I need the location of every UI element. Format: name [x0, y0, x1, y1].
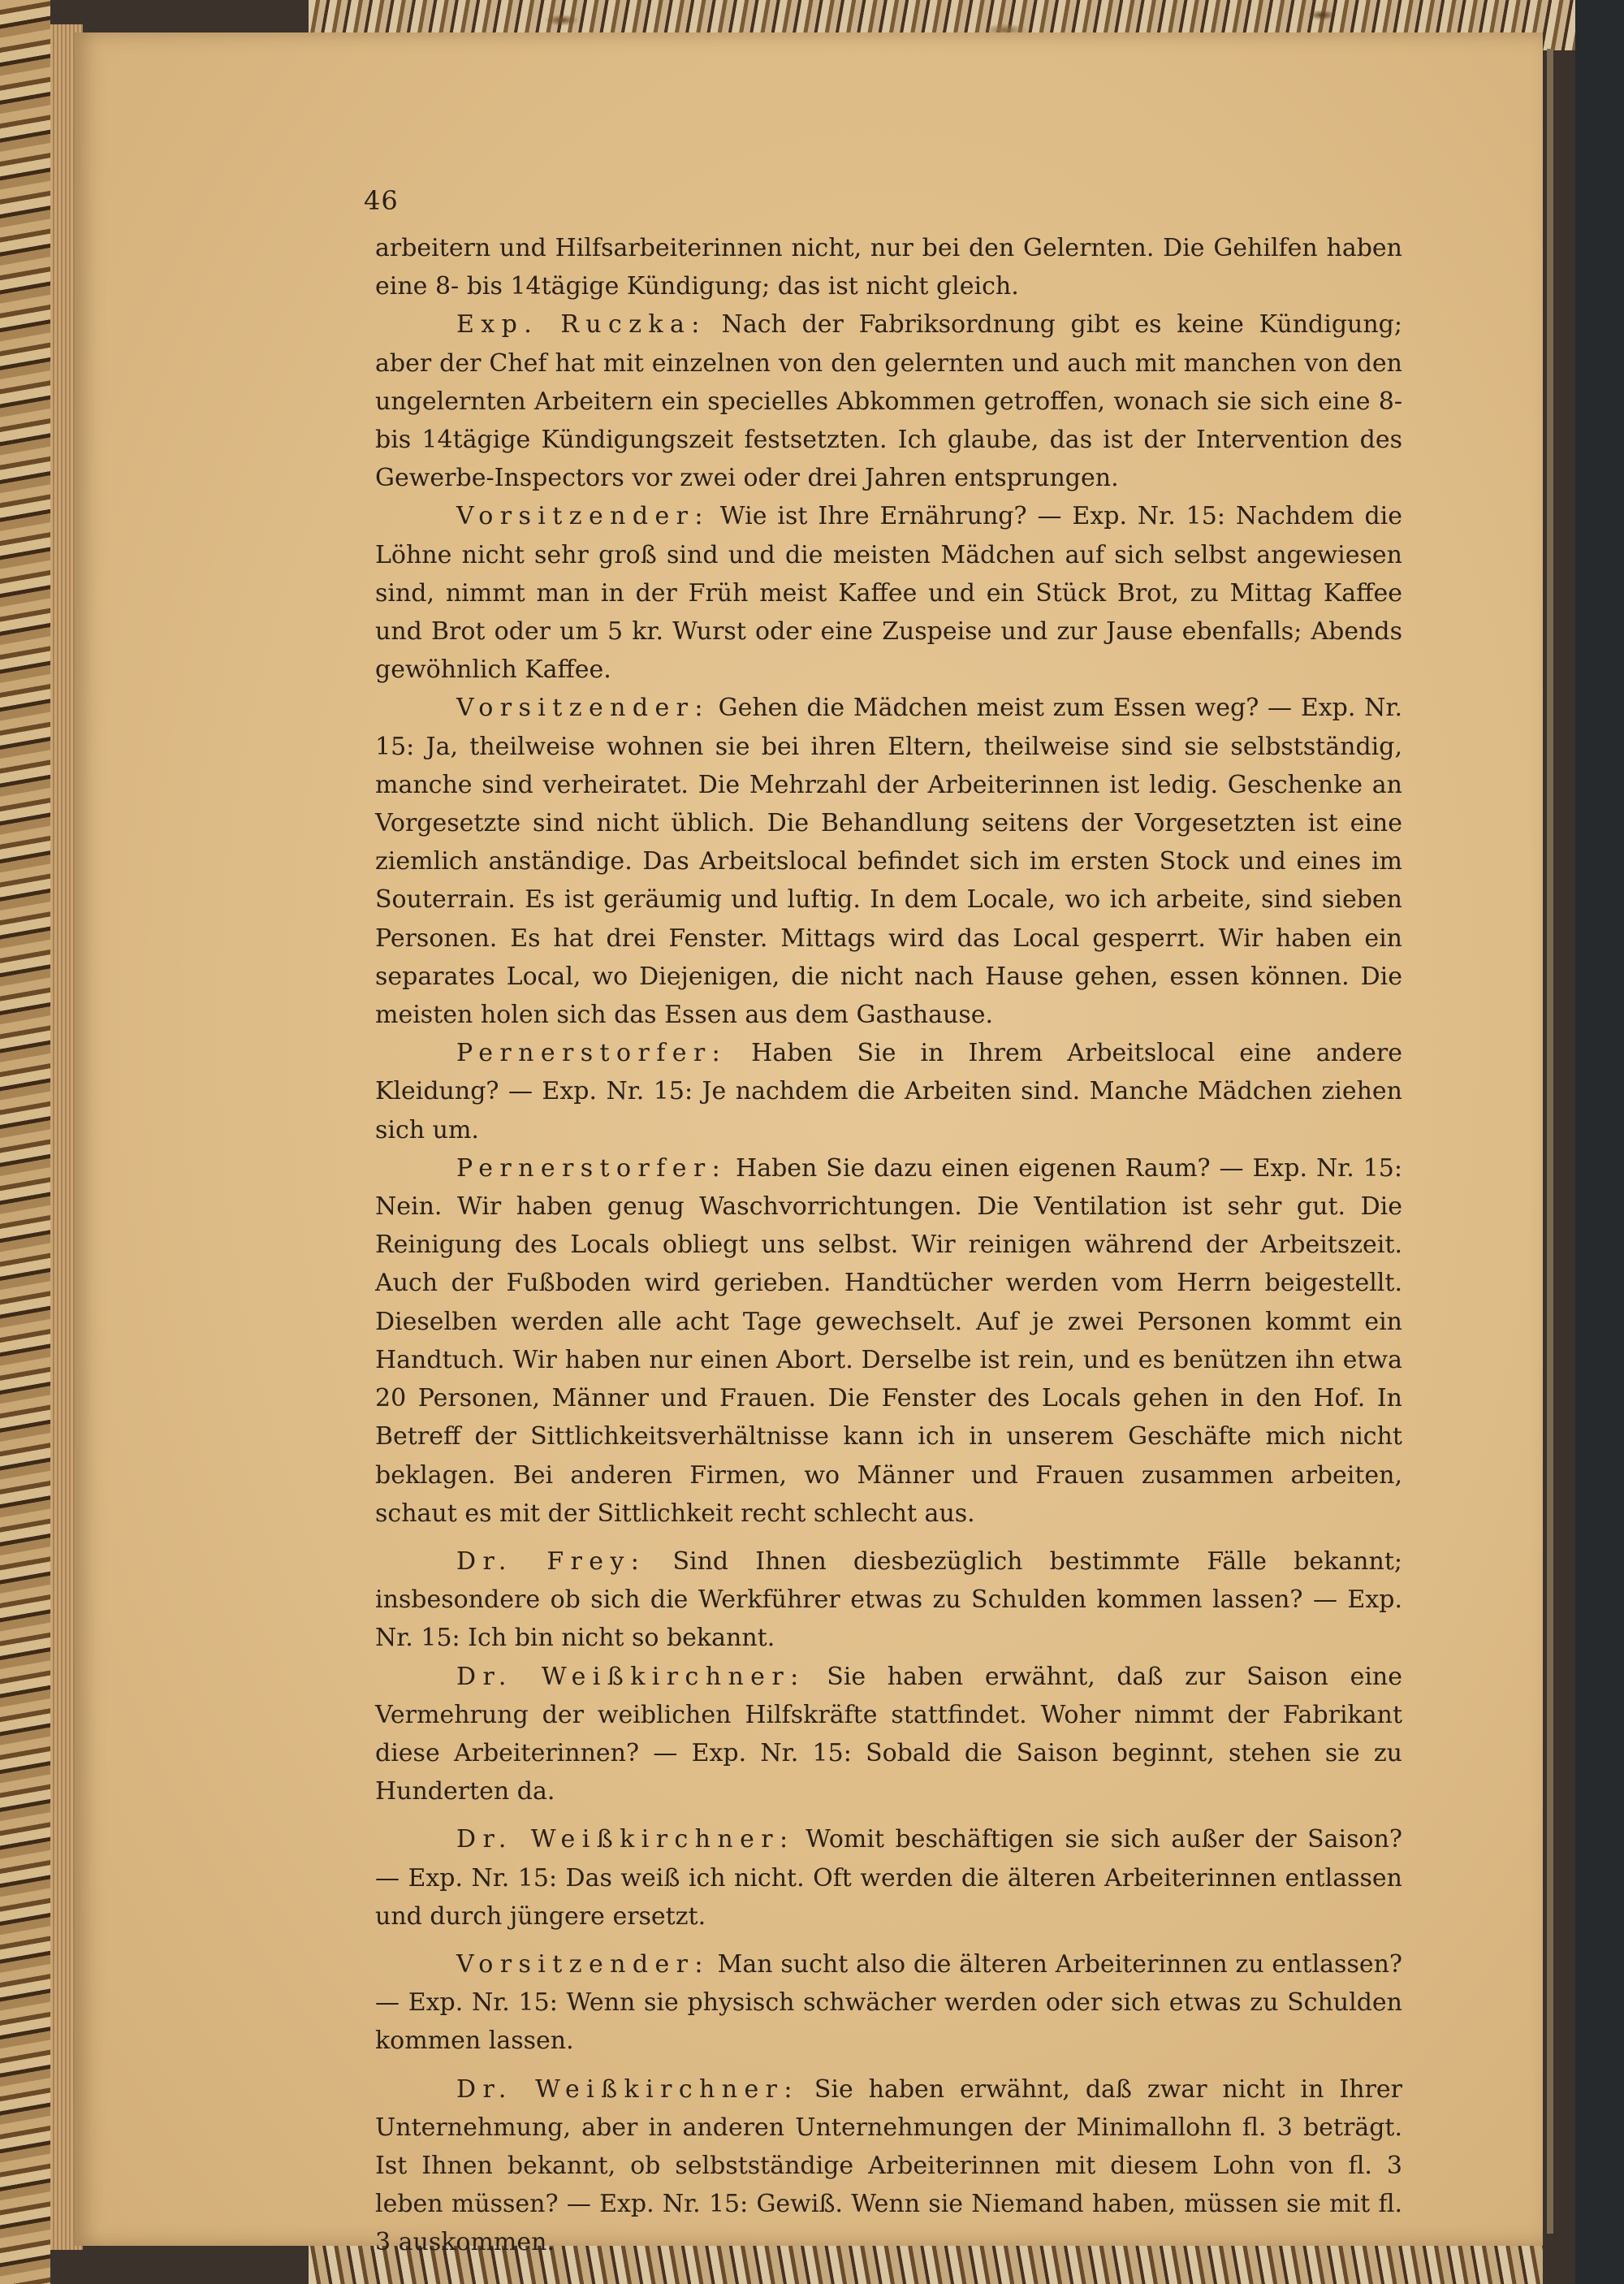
paragraph-text: Womit beschäftigen sie sich außer der Saison? — Exp. Nr. 15: Das weiß ich nicht. Oft werden die älteren Arbeiterinnen entlassen und durch jüngere ersetzt. — [375, 1825, 1403, 1931]
paragraph — [375, 1034, 1402, 1149]
paragraph — [375, 1149, 1402, 1533]
paragraph-text: Haben Sie dazu einen eigenen Raum? — Exp. Nr. 15: Nein. Wir haben genug Waschvorrichtungen. Die Ventilation ist sehr gut. Die Reinigung des Locals obliegt uns selbst. Wir reinigen während der Arbeitszeit. Auch der Fußboden wird gerieben. Handtücher werden vom Herrn beigestellt. Dieselben werden alle acht Tage gewechselt. Auf je zwei Personen kommt ein Handtuch. Wir haben nur einen Abort. Derselbe ist rein, und es benützen ihn etwa 20 Personen, Männer und Frauen. Die Fenster des Locals gehen in den Hof. In Betreff der Sittlichkeitsverhältnisse kann ich in unserem Geschäfte mich nicht beklagen. Bei anderen Firmen, wo Männer und Frauen zusammen arbeiten, schaut es mit der Sittlichkeit recht schlecht aus. — [375, 1153, 1402, 1528]
paragraph-text: Sie haben erwähnt, daß zwar nicht in Ihrer Unternehmung, aber in anderen Unternehmungen der Minimallohn fl. 3 beträgt. Ist Ihnen bekannt, ob selbstständige Arbeiterinnen mit diesem Lohn von fl. 3 leben müssen? — Exp. Nr. 15: Gewiß. Wenn sie Niemand haben, müssen sie mit fl. 3 auskommen. — [375, 2074, 1402, 2257]
page-number: 46 — [364, 185, 399, 216]
paragraph — [375, 2070, 1402, 2262]
paragraph — [375, 1945, 1402, 2061]
speaker-name: Vorsitzender: — [456, 694, 710, 723]
paragraph-text: Wie ist Ihre Ernährung? — Exp. Nr. 15: Nachdem die Löhne nicht sehr groß sind und die meisten Mädchen auf sich selbst angewiesen sind, nimmt man in der Früh meist Kaffee und ein Stück Brot, zu Mittag Kaffee und Brot oder um 5 kr. Wurst oder eine Zuspeise und zur Jause ebenfalls; Abends gewöhnlich Kaffee. — [375, 502, 1402, 685]
speaker-name: Pernerstorfer: — [456, 1039, 728, 1068]
paragraph-text: Man sucht also die älteren Arbeiterinnen zu entlassen? — Exp. Nr. 15: Wenn sie physisch schwächer werden oder sich etwas zu Schulden kommen lassen. — [375, 1949, 1402, 2056]
speaker-name: Pernerstorfer: — [456, 1153, 728, 1183]
paragraph-text: Haben Sie in Ihrem Arbeitslocal eine andere Kleidung? — Exp. Nr. 15: Je nachdem die Arbeiten sind. Manche Mädchen ziehen sich um. — [375, 1039, 1402, 1144]
marbled-endpaper-left — [0, 0, 50, 2284]
speaker-name: Exp. Ruczka: — [456, 310, 706, 340]
paragraph — [375, 1820, 1402, 1936]
paragraph — [375, 689, 1402, 1034]
page-text — [375, 229, 1402, 2262]
paragraph-text: Sie haben erwähnt, daß zur Saison eine Vermehrung der weiblichen Hilfskräfte stattfindet. Woher nimmt der Fabrikant diese Arbeiterinnen? — Exp. Nr. 15: Sobald die Saison beginnt, stehen sie zu Hunderten da. — [375, 1662, 1403, 1806]
speaker-name: Dr. Weißkirchner: — [456, 1825, 795, 1854]
speaker-name: Dr. Frey: — [456, 1546, 646, 1576]
speaker-name: Vorsitzender: — [456, 502, 710, 531]
paragraph — [375, 229, 1402, 305]
paragraph — [375, 305, 1402, 497]
speaker-name: Dr. Weißkirchner: — [456, 2074, 799, 2104]
paragraph-text: arbeitern und Hilfsarbeiterinnen nicht, nur bei den Gelernten. Die Gehilfen haben eine 8- bis 14tägige Kündigung; das ist nicht gleich. — [375, 234, 1402, 301]
paragraph-text: Gehen die Mädchen meist zum Essen weg? — Exp. Nr. 15: Ja, theilweise wohnen sie bei ihren Eltern, theilweise sind sie selbstständig, manche sind verheiratet. Die Mehrzahl der Arbeiterinnen ist ledig. Geschenke an Vorgesetzte sind nicht üblich. Die Behandlung seitens der Vorgesetzten ist eine ziemlich anständige. Das Arbeitslocal befindet sich im ersten Stock und eines im Souterrain. Es ist geräumig und luftig. In dem Locale, wo ich arbeite, sind sieben Personen. Es hat drei Fenster. Mittags wird das Local gesperrt. Wir haben ein separates Local, wo Diejenigen, die nicht nach Hause gehen, essen können. Die meisten holen sich das Essen aus dem Gasthause. — [375, 694, 1402, 1030]
paragraph-text: Nach der Fabriksordnung gibt es keine Kündigung; aber der Chef hat mit einzelnen von den gelernten und auch mit manchen von den ungelernten Arbeitern ein specielles Abkommen getroffen, wonach sie sich eine 8- bis 14tägige Kündigungszeit festsetzten. Ich glaube, das ist der Intervention des Gewerbe-Inspectors vor zwei oder drei Jahren entsprungen. — [375, 310, 1402, 493]
paragraph-text: Sind Ihnen diesbezüglich bestimmte Fälle bekannt; insbesondere ob sich die Werkführer etwas zu Schulden kommen lassen? — Exp. Nr. 15: Ich bin nicht so bekannt. — [375, 1546, 1402, 1653]
paragraph — [375, 1542, 1402, 1658]
page-gutter — [1547, 49, 1553, 2234]
paragraph — [375, 497, 1402, 689]
paragraph — [375, 1658, 1402, 1811]
speaker-name: Dr. Weißkirchner: — [456, 1662, 806, 1691]
book-cover-edge — [1575, 0, 1624, 2284]
speaker-name: Vorsitzender: — [456, 1949, 710, 1979]
